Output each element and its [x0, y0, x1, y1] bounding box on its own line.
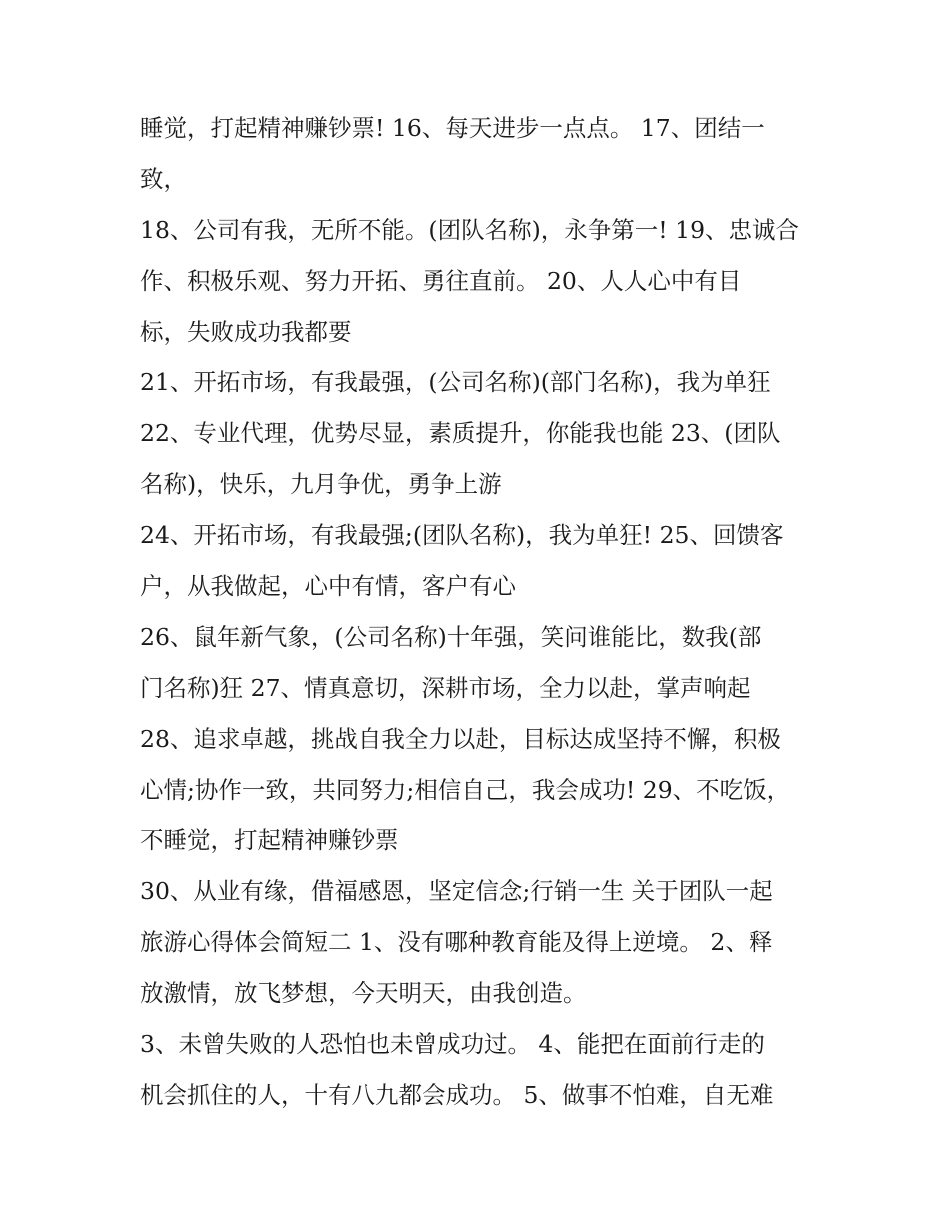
text-line: 心情;协作一致，共同努力;相信自己，我会成功! 29、不吃饭，	[140, 775, 791, 804]
text-line: 放激情，放飞梦想，今天明天，由我创造。	[140, 979, 587, 1008]
text-line: 26、鼠年新气象，(公司名称)十年强，笑问谁能比，数我(部	[140, 622, 762, 651]
text-line: 不睡觉，打起精神赚钞票	[140, 826, 399, 855]
text-line: 21、开拓市场，有我最强，(公司名称)(部门名称)，我为单狂	[140, 368, 771, 397]
text-line: 门名称)狂 27、情真意切，深耕市场，全力以赴，掌声响起	[140, 673, 751, 702]
text-line: 睡觉，打起精神赚钞票! 16、每天进步一点点。 17、团结一	[140, 114, 765, 142]
text-line: 旅游心得体会简短二 1、没有哪种教育能及得上逆境。 2、释	[140, 928, 773, 957]
text-line: 作、积极乐观、努力开拓、勇往直前。 20、人人心中有目	[140, 266, 742, 295]
text-line: 22、专业代理，优势尽显，素质提升，你能我也能 23、(团队	[140, 419, 781, 448]
text-line: 3、未曾失败的人恐怕也未曾成功过。 4、能把在面前行走的	[140, 1030, 765, 1059]
text-line: 户，从我做起，心中有情，客户有心	[140, 572, 516, 601]
text-line: 标，失败成功我都要	[140, 317, 352, 346]
text-line: 18、公司有我，无所不能。(团队名称)，永争第一! 19、忠诚合	[140, 215, 800, 244]
text-line: 名称)，快乐，九月争优，勇争上游	[140, 470, 502, 499]
text-line: 30、从业有缘，借福感恩，坚定信念;行销一生 关于团队一起	[140, 877, 773, 906]
text-line: 致，	[140, 164, 187, 193]
text-line: 机会抓住的人，十有八九都会成功。 5、做事不怕难，自无难	[140, 1080, 774, 1109]
text-line: 28、追求卓越，挑战自我全力以赴，目标达成坚持不懈，积极	[140, 724, 781, 753]
body-text	[140, 103, 830, 1121]
text-line: 24、开拓市场，有我最强;(团队名称)，我为单狂! 25、回馈客	[140, 521, 784, 550]
